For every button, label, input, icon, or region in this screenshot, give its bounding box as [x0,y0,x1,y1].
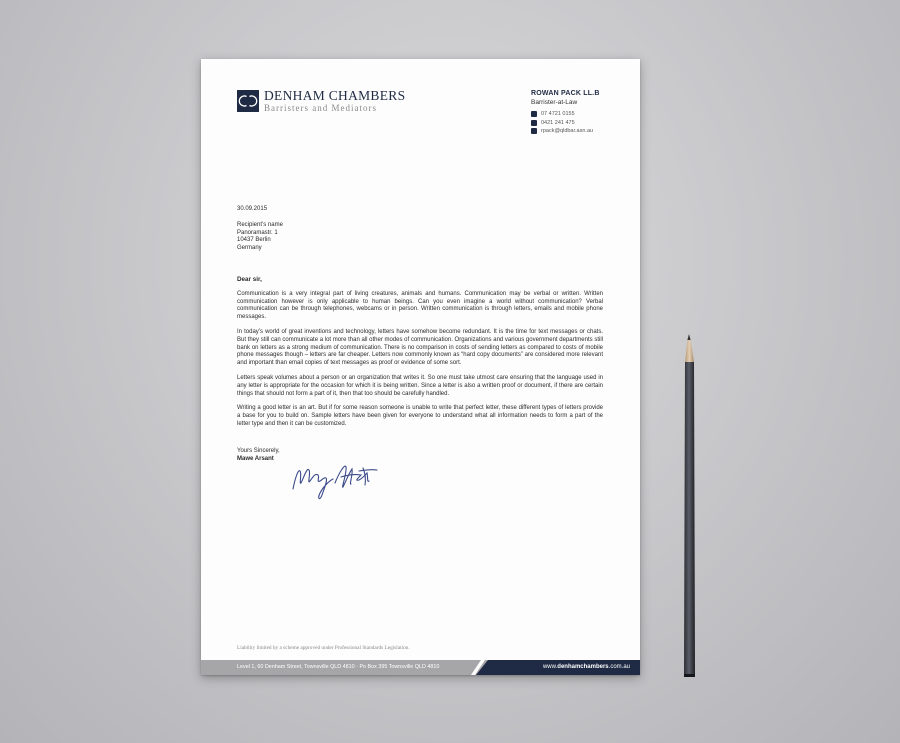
contact-mobile-row [531,119,631,128]
dc-monogram-icon [237,90,259,112]
footer-bar [201,660,640,675]
body-paragraph: Letters speak volumes about a person or an organization that writes it. So one must take utmost care ensuring that the language used in any letter is appropriate for the occasion for which it is being written. Since a letter is also a written proof or document, if there are certain things that should not form a part of it, then that too should be carefully handled. [237,374,603,397]
contact-mobile: 0421 241 475 [541,119,575,126]
web-suffix: .com.au [608,663,630,670]
email-icon [531,128,537,134]
pencil-icon [677,334,701,680]
recipient-line: Recipient’s name [237,221,283,228]
body-paragraph: Communication is a very integral part of living creatures, animals and humans. Communication may be verbal or written. Written communication however is only applicable to human beings. Can you even imagine a world without communication? Verbal communication can be through telephones, webcams or in person. Written communication is through letters, emails and mobile phone messages. [237,290,603,321]
web-prefix: www. [542,663,558,670]
web-domain: denhamchambers [557,663,609,670]
letter-body [237,206,603,463]
contact-title: Barrister-at-Law [531,99,578,106]
contact-email-row [531,127,631,136]
recipient-address [237,222,603,253]
footer-address: Level 1, 60 Denham Street, Townsville QLD 4810 · Po Box 395 Townsville QLD 4810 [237,664,440,670]
signer-name: Mawe Arsant [237,455,274,462]
firm-logo [237,90,407,114]
contact-phone-row [531,110,631,119]
closing-line: Yours Sincerely, [237,447,280,454]
firm-name: DENHAM CHAMBERS [264,88,406,103]
body-paragraph: Writing a good letter is an art. But if for some reason someone is unable to write that perfect letter, these different types of letters provide a base for you to build on. Sample letters have been given for everyone to understand what all information needs to form a part of the letter type and then it can be customized. [237,405,603,427]
recipient-line: Panoramastr. 1 [237,229,278,236]
firm-tagline: Barristers and Mediators [264,103,377,113]
contact-block [531,89,631,136]
contact-name: ROWAN PACK LL.B [531,90,600,97]
recipient-line: Germany [237,245,262,252]
salutation: Dear sir, [237,275,262,283]
body-paragraph: In today’s world of great inventions and technology, letters have somehow become redundant. It is the time for text messages or chats. But they still can communicate a lot more than all other modes of communication. Organizations and various government departments still bank on letters as a strong medium of communication. There is no comparison in costs of sending letters as compared to costs of mobile phone messages though – letters are far cheaper. Letters now commonly known as “hard copy documents” are considered more relevant and important than email copies of text messages as proof or evidence of some sort. [237,328,603,367]
letter-date: 30.09.2015 [237,206,268,212]
mobile-icon [531,120,537,126]
contact-phone: 07 4721 0155 [541,111,575,118]
contact-email[interactable]: rpack@qldbar.asn.au [541,128,594,135]
recipient-line: 10437 Berlin [237,237,271,244]
phone-icon [531,111,537,117]
liability-notice: Liability limited by a scheme approved under Professional Standards Legislation. [237,645,410,651]
handwritten-signature [289,459,381,503]
footer-website-link[interactable] [543,664,630,670]
letterhead-sheet [201,59,640,675]
